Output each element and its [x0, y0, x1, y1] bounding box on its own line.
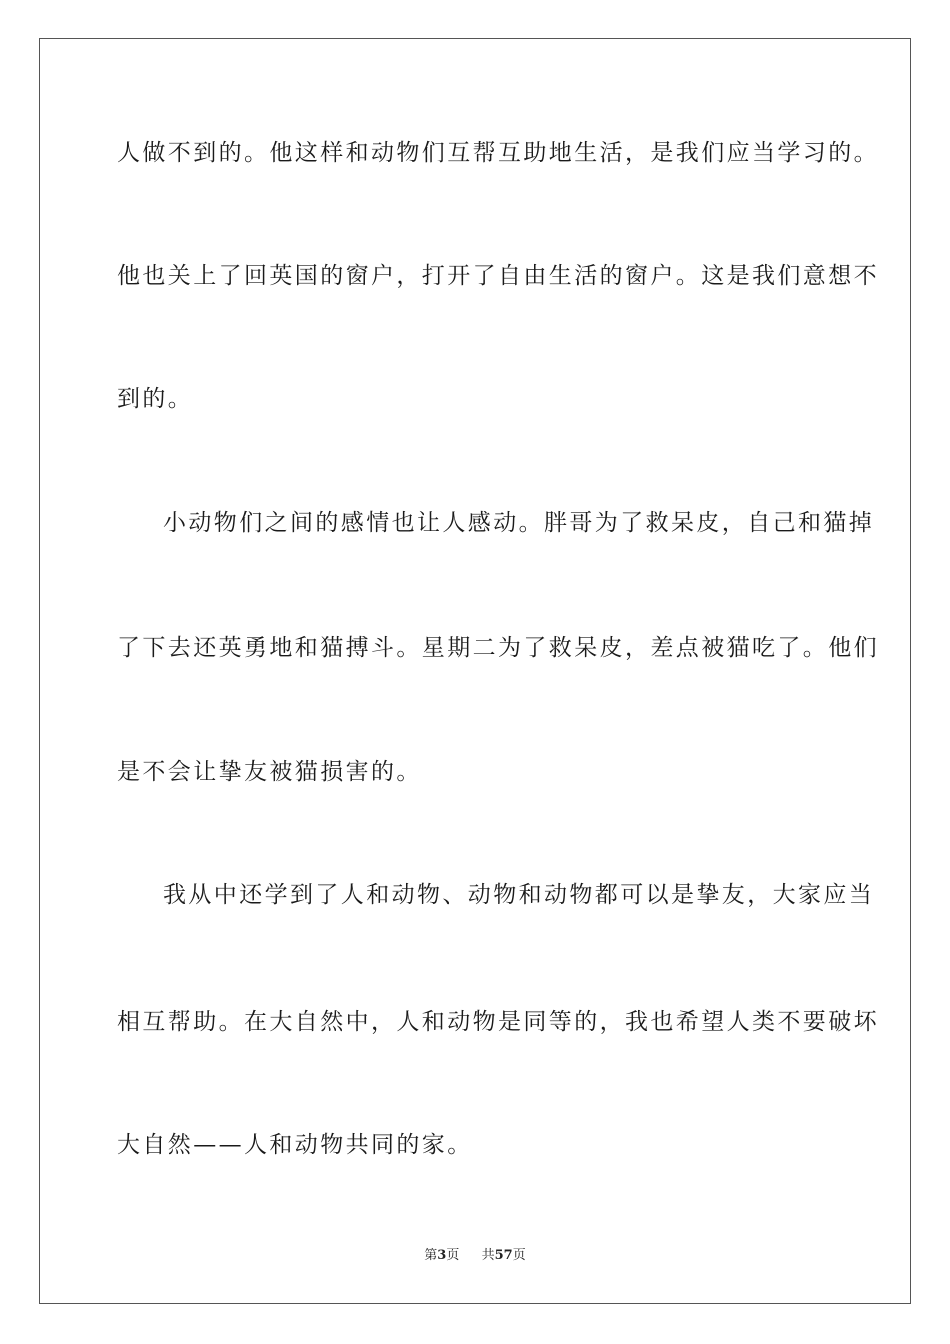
page-border: [39, 38, 911, 1304]
footer-page-number: 3: [437, 1248, 447, 1263]
footer-page-suffix: 页: [446, 1248, 460, 1263]
text-line-8: 相互帮助。在大自然中，人和动物是同等的，我也希望人类不要破坏: [117, 1009, 879, 1035]
footer-page-prefix: 第: [424, 1248, 438, 1263]
page-footer: [0, 1247, 950, 1265]
footer-total-pages: 57: [494, 1248, 513, 1263]
text-line-9: 大自然——人和动物共同的家。: [117, 1132, 473, 1158]
text-line-6: 是不会让挚友被猫损害的。: [117, 759, 422, 785]
text-line-3: 到的。: [117, 386, 194, 412]
footer-total-suffix: 页: [512, 1248, 526, 1263]
footer-total-prefix: 共: [481, 1248, 495, 1263]
text-line-1: 人做不到的。他这样和动物们互帮互助地生活，是我们应当学习的。: [117, 140, 879, 166]
paragraph-2-line-1: 小动物们之间的感情也让人感动。胖哥为了救呆皮，自己和猫掉: [163, 510, 875, 536]
paragraph-3-line-1: 我从中还学到了人和动物、动物和动物都可以是挚友，大家应当: [163, 882, 875, 908]
text-line-5: 了下去还英勇地和猫搏斗。星期二为了救呆皮，差点被猫吃了。他们: [117, 635, 879, 661]
text-line-2: 他也关上了回英国的窗户，打开了自由生活的窗户。这是我们意想不: [117, 263, 879, 289]
